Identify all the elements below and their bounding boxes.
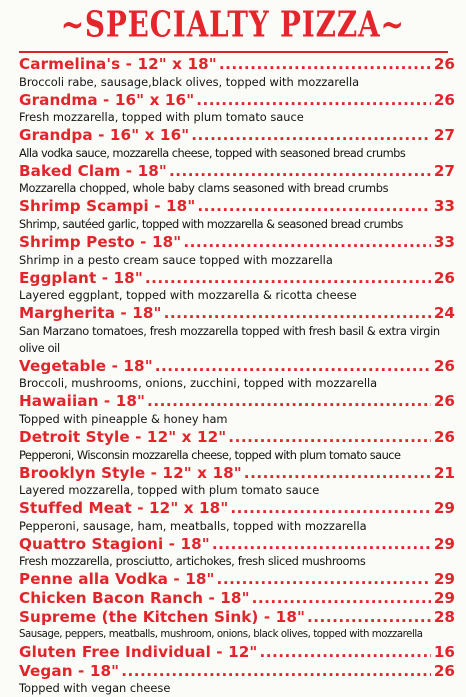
menu-item-detroit-style [19, 428, 455, 464]
item-description: Fresh mozzarella, topped with plum tomato sauce [19, 110, 304, 125]
item-price: 33 [433, 232, 455, 251]
menu-item-carmelinas [19, 55, 455, 91]
item-heading [19, 570, 455, 589]
menu-item-chicken-bacon-ranch [19, 589, 455, 608]
item-heading [19, 55, 455, 74]
item-price: 26 [433, 427, 455, 446]
menu-item-eggplant [19, 269, 455, 305]
item-name: Vegetable - 18" [19, 356, 153, 375]
item-heading [19, 535, 455, 554]
item-heading [19, 392, 455, 411]
item-name: Vegan - 18" [19, 661, 120, 680]
leader-dots [191, 126, 431, 144]
item-name: Supreme (the Kitchen Sink) - 18" [19, 607, 306, 626]
item-price: 27 [433, 126, 455, 145]
item-price: 26 [433, 55, 455, 73]
item-price: 29 [433, 588, 455, 607]
item-description: Topped with pineapple & honey ham [19, 411, 228, 426]
menu-list [19, 55, 455, 697]
item-name: Grandma - 16" x 16" [19, 90, 195, 109]
title-area [0, 4, 466, 46]
leader-dots [147, 392, 431, 410]
leader-dots [169, 162, 431, 180]
menu-item-hawaiian [19, 392, 455, 428]
menu-item-stuffed-meat [19, 499, 455, 535]
item-heading [19, 304, 455, 323]
item-heading [19, 643, 455, 662]
menu-item-supreme [19, 608, 455, 644]
menu-item-grandma [19, 91, 455, 127]
item-heading [19, 269, 455, 288]
item-description: Alla vodka sauce, mozzarella cheese, topped with seasoned bread crumbs [19, 145, 406, 160]
item-description: Pepperoni, Wisconsin mozzarella cheese, topped with plum tomato sauce [19, 447, 401, 462]
item-name: Gluten Free Individual - 12" [19, 643, 258, 662]
item-price: 26 [433, 90, 455, 109]
menu-item-vegetable [19, 357, 455, 393]
item-name: Quattro Stagioni - 18" [19, 534, 210, 553]
menu-item-margherita [19, 304, 455, 357]
leader-dots [244, 464, 431, 482]
leader-dots [121, 662, 431, 680]
item-description: Layered eggplant, topped with mozzarella & ricotta cheese [19, 288, 357, 303]
item-name: Shrimp Pesto - 18" [19, 232, 182, 251]
item-price: 29 [433, 499, 455, 518]
item-name: Hawaiian - 18" [19, 392, 146, 411]
item-price: 24 [433, 304, 455, 323]
item-name: Stuffed Meat - 12" x 18" [19, 499, 229, 518]
leader-dots [197, 197, 431, 215]
item-name: Baked Clam - 18" [19, 161, 167, 180]
menu-item-grandpa [19, 126, 455, 162]
menu-item-shrimp-scampi [19, 197, 455, 233]
item-heading [19, 91, 455, 110]
item-heading [19, 662, 455, 681]
item-name: Chicken Bacon Ranch - 18" [19, 588, 250, 607]
menu-item-baked-clam [19, 162, 455, 198]
item-name: Eggplant - 18" [19, 268, 143, 287]
menu-item-gluten-free-individual [19, 643, 455, 662]
leader-dots [228, 428, 431, 446]
item-price: 26 [433, 356, 455, 375]
leader-dots [230, 499, 431, 517]
item-price: 28 [433, 607, 455, 626]
menu-item-shrimp-pesto [19, 233, 455, 269]
page-title: ~SPECIALTY PIZZA~ [61, 4, 405, 46]
item-name: Carmelina's - 12" x 18" [19, 55, 217, 73]
item-heading [19, 197, 455, 216]
item-heading [19, 357, 455, 376]
menu-item-brooklyn-style [19, 464, 455, 500]
item-heading [19, 464, 455, 483]
item-heading [19, 428, 455, 447]
leader-dots [217, 570, 431, 588]
item-heading [19, 608, 455, 627]
leader-dots [164, 304, 431, 322]
item-description: Broccoli, mushrooms, onions, zucchini, topped with mozzarella [19, 376, 378, 391]
leader-dots [252, 589, 431, 607]
item-description: Fresh mozzarella, prosciutto, artichokes, fresh sliced mushrooms [19, 554, 366, 569]
menu-item-quattro-stagioni [19, 535, 455, 571]
leader-dots [219, 55, 431, 73]
item-heading [19, 126, 455, 145]
title-divider [19, 51, 448, 53]
item-price: 21 [433, 463, 455, 482]
leader-dots [196, 91, 431, 109]
menu-item-penne-alla-vodka [19, 570, 455, 589]
item-price: 26 [433, 661, 455, 680]
item-price: 16 [433, 643, 455, 662]
item-description: San Marzano tomatoes, fresh mozzarella topped with fresh basil & extra virgin olive oil [19, 323, 440, 355]
item-heading [19, 162, 455, 181]
item-price: 33 [433, 197, 455, 216]
item-heading [19, 589, 455, 608]
item-name: Brooklyn Style - 12" x 18" [19, 463, 242, 482]
item-heading [19, 233, 455, 252]
item-heading [19, 499, 455, 518]
leader-dots [212, 535, 431, 553]
item-description: Shrimp, sautéed garlic, topped with mozzarella & seasoned bread crumbs [19, 216, 403, 231]
item-price: 29 [433, 534, 455, 553]
leader-dots [259, 643, 430, 661]
item-name: Penne alla Vodka - 18" [19, 570, 215, 589]
item-name: Shrimp Scampi - 18" [19, 197, 196, 216]
item-description: Pepperoni, sausage, ham, meatballs, topped with mozzarella [19, 518, 367, 533]
item-description: Sausage, peppers, meatballs, mushroom, onions, black olives, topped with mozzarella [19, 629, 423, 641]
item-name: Grandpa - 16" x 16" [19, 126, 190, 145]
item-price: 27 [433, 161, 455, 180]
leader-dots [183, 233, 431, 251]
menu-item-vegan [19, 662, 455, 697]
item-description: Topped with vegan cheese [19, 681, 171, 696]
item-description: Layered mozzarella, topped with plum tomato sauce [19, 483, 320, 498]
item-price: 29 [433, 570, 455, 589]
item-name: Margherita - 18" [19, 304, 162, 323]
item-description: Broccoli rabe, sausage,black olives, topped with mozzarella [19, 74, 360, 89]
item-name: Detroit Style - 12" x 12" [19, 427, 227, 446]
leader-dots [307, 608, 431, 626]
leader-dots [155, 357, 431, 375]
leader-dots [145, 269, 431, 287]
item-price: 26 [433, 392, 455, 411]
item-description: Shrimp in a pesto cream sauce topped with mozzarella [19, 252, 333, 267]
item-description: Mozzarella chopped, whole baby clams seasoned with bread crumbs [19, 181, 389, 196]
item-price: 26 [433, 268, 455, 287]
